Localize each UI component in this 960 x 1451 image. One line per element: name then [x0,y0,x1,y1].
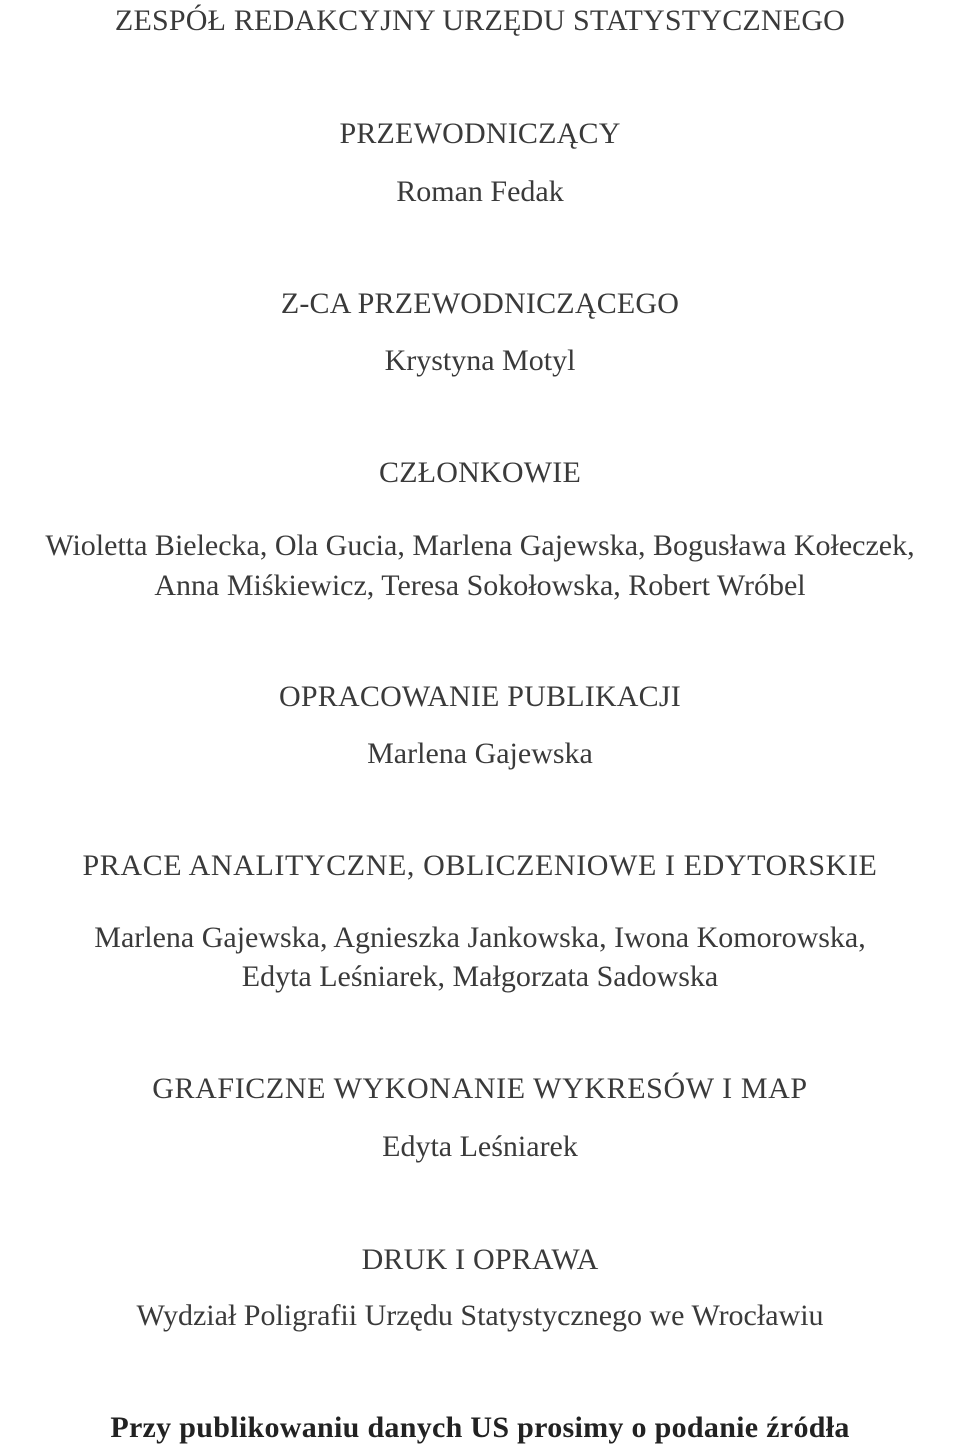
section-names: Wydział Poligrafii Urzędu Statystycznego we Wrocławiu [136,1299,824,1332]
section-names: Marlena Gajewska [367,737,593,770]
section-names: Krystyna Motyl [384,344,576,377]
section-names-line: Edyta Leśniarek, Małgorzata Sadowska [241,960,719,993]
page-title: ZESPÓŁ REDAKCYJNY URZĘDU STATYSTYCZNEGO [114,4,846,37]
section-label: CZŁONKOWIE [379,456,581,489]
source-citation-notice: Przy publikowaniu danych US prosimy o podanie źródła [110,1411,850,1444]
section-names: Edyta Leśniarek [382,1130,578,1163]
section-label: PRZEWODNICZĄCY [339,117,621,150]
section-label: PRACE ANALITYCZNE, OBLICZENIOWE I EDYTORSKIE [82,849,878,882]
section-names-line: Wioletta Bielecka, Ola Gucia, Marlena Gajewska, Bogusława Kołeczek, [45,529,915,562]
section-names: Roman Fedak [396,175,564,208]
section-label: Z-CA PRZEWODNICZĄCEGO [280,287,680,320]
section-label: GRAFICZNE WYKONANIE WYKRESÓW I MAP [152,1072,808,1105]
section-label: OPRACOWANIE PUBLIKACJI [279,680,681,713]
section-names-line: Anna Miśkiewicz, Teresa Sokołowska, Robert Wróbel [154,569,806,602]
section-label: DRUK I OPRAWA [361,1243,599,1276]
section-names-line: Marlena Gajewska, Agnieszka Jankowska, Iwona Komorowska, [94,921,866,954]
